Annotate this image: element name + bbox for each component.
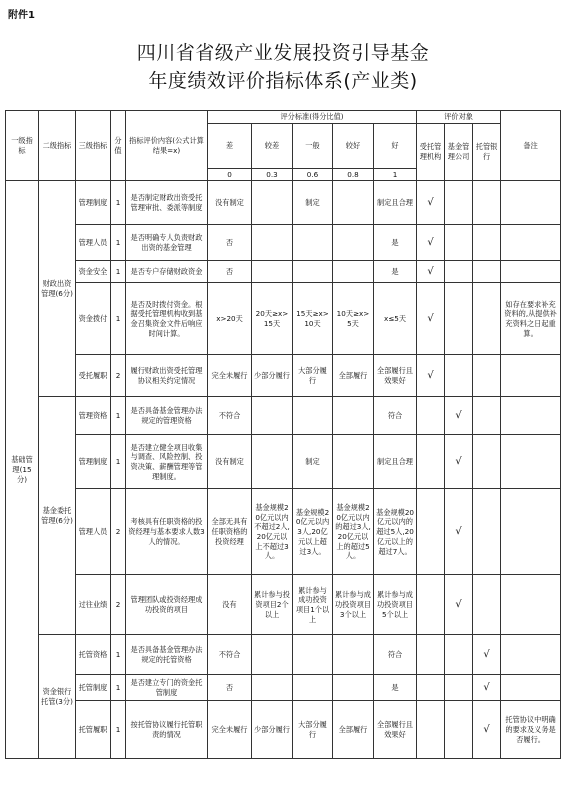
target-cell	[473, 355, 501, 397]
table-row	[6, 181, 561, 225]
target-cell	[473, 675, 501, 701]
grade-cell: 全部履行且效果好	[374, 701, 417, 759]
grade-cell	[252, 225, 293, 261]
grade-cell: 否	[208, 675, 252, 701]
target-cell	[473, 225, 501, 261]
grade-cell: 制定且合理	[374, 435, 417, 489]
target-cell	[417, 575, 445, 635]
header-grade-value: 0.3	[252, 168, 293, 181]
target-cell	[417, 397, 445, 435]
grade-cell: 完全未履行	[208, 701, 252, 759]
title-line-2: 年度绩效评价指标体系(产业类)	[148, 70, 418, 92]
table-row	[6, 225, 561, 261]
header-grade: 好	[374, 123, 417, 168]
content-cell: 是否建立专门的资金托管制度	[126, 675, 208, 701]
header-grade-value: 1	[374, 168, 417, 181]
header-target: 托管银行	[473, 123, 501, 181]
header-grade-value: 0.6	[293, 168, 333, 181]
header-level3: 三级指标	[76, 111, 111, 181]
header-grade: 较差	[252, 123, 293, 168]
check-mark: √	[455, 455, 462, 467]
header-grade: 差	[208, 123, 252, 168]
target-cell	[417, 355, 445, 397]
score-cell: 1	[111, 397, 126, 435]
remark-cell	[501, 355, 561, 397]
grade-cell: 符合	[374, 635, 417, 675]
grade-cell	[293, 397, 333, 435]
table-row	[6, 489, 561, 575]
check-mark: √	[483, 681, 490, 693]
header-grade-value: 0	[208, 168, 252, 181]
target-cell	[473, 397, 501, 435]
remark-cell	[501, 489, 561, 575]
grade-cell: 基金规模20亿元以内的超过3人,20亿元以上的超过5人。	[333, 489, 374, 575]
grade-cell: 不符合	[208, 635, 252, 675]
title-line-1: 四川省省级产业发展投资引导基金	[136, 42, 430, 64]
check-mark: √	[427, 369, 434, 381]
grade-cell: 完全未履行	[208, 355, 252, 397]
level3-cell: 管理制度	[76, 181, 111, 225]
level3-cell: 托管制度	[76, 675, 111, 701]
target-cell	[445, 435, 473, 489]
grade-cell: 制定且合理	[374, 181, 417, 225]
grade-cell	[333, 635, 374, 675]
target-cell	[445, 397, 473, 435]
grade-cell	[252, 181, 293, 225]
content-cell: 是否明确专人负责财政出资的基金管理	[126, 225, 208, 261]
grade-cell: 大部分履行	[293, 355, 333, 397]
target-cell	[473, 261, 501, 283]
check-mark: √	[455, 598, 462, 610]
grade-cell: 少部分履行	[252, 355, 293, 397]
table-row	[6, 397, 561, 435]
content-cell: 是否建立健全项目收集与调查、风险控制、投资决策、薪酬管理等管理制度。	[126, 435, 208, 489]
grade-cell: 累计参与成功投资项目1个以上	[293, 575, 333, 635]
target-cell	[417, 283, 445, 355]
score-cell: 2	[111, 575, 126, 635]
level3-cell: 管理制度	[76, 435, 111, 489]
level3-cell: 资金拨付	[76, 283, 111, 355]
grade-cell: 没有	[208, 575, 252, 635]
score-cell: 1	[111, 435, 126, 489]
remark-cell	[501, 435, 561, 489]
score-cell: 1	[111, 701, 126, 759]
table-row	[6, 435, 561, 489]
target-cell	[417, 435, 445, 489]
content-cell: 是否专户存储财政资金	[126, 261, 208, 283]
header-target: 受托管理机构	[417, 123, 445, 181]
target-cell	[473, 575, 501, 635]
target-cell	[445, 225, 473, 261]
header-standard-group: 评分标准(得分比值)	[208, 111, 417, 124]
content-cell: 是否制定财政出资受托管理审批、委派等制度	[126, 181, 208, 225]
remark-cell: 托管协议中明确的要求及义务是否履行。	[501, 701, 561, 759]
grade-cell	[333, 435, 374, 489]
target-cell	[417, 489, 445, 575]
level3-cell: 资金安全	[76, 261, 111, 283]
content-cell: 按托管协议履行托管职责的情况	[126, 701, 208, 759]
header-content: 指标评价内容(公式计算结果=x)	[126, 111, 208, 181]
target-cell	[445, 675, 473, 701]
score-cell: 1	[111, 675, 126, 701]
table-row	[6, 261, 561, 283]
header-level2: 二级指标	[39, 111, 76, 181]
grade-cell: 20天≥x>15天	[252, 283, 293, 355]
content-cell: 是否具备基金管理办法规定的管理资格	[126, 397, 208, 435]
grade-cell: 15天≥x>10天	[293, 283, 333, 355]
target-cell	[473, 435, 501, 489]
remark-cell: 如存在要求补充资料的,从提供补充资料之日起重算。	[501, 283, 561, 355]
header-level1: 一级指标	[6, 111, 39, 181]
grade-cell: 全部履行	[333, 701, 374, 759]
table-row	[6, 575, 561, 635]
content-cell: 履行财政出资受托管理协议相关约定情况	[126, 355, 208, 397]
table-row	[6, 355, 561, 397]
target-cell	[445, 355, 473, 397]
level2-cell: 财政出资管理(6分)	[39, 181, 76, 397]
grade-cell	[252, 261, 293, 283]
check-mark: √	[455, 525, 462, 537]
score-cell: 2	[111, 355, 126, 397]
target-cell	[445, 283, 473, 355]
remark-cell	[501, 675, 561, 701]
table-row	[6, 701, 561, 759]
header-target: 基金管理公司	[445, 123, 473, 181]
remark-cell	[501, 225, 561, 261]
grade-cell: 全部履行	[333, 355, 374, 397]
table-row	[6, 283, 561, 355]
target-cell	[473, 489, 501, 575]
level3-cell: 管理资格	[76, 397, 111, 435]
grade-cell: 是	[374, 261, 417, 283]
score-cell: 2	[111, 489, 126, 575]
grade-cell	[333, 181, 374, 225]
target-cell	[417, 261, 445, 283]
remark-cell	[501, 181, 561, 225]
grade-cell	[252, 635, 293, 675]
check-mark: √	[483, 723, 490, 735]
table-row	[6, 675, 561, 701]
score-cell: 1	[111, 283, 126, 355]
score-cell: 1	[111, 225, 126, 261]
indicator-table	[5, 110, 561, 759]
level3-cell: 托管履职	[76, 701, 111, 759]
header-grade-value: 0.8	[333, 168, 374, 181]
grade-cell: x≤5天	[374, 283, 417, 355]
grade-cell	[333, 397, 374, 435]
level3-cell: 受托履职	[76, 355, 111, 397]
header-target-group: 评价对象	[417, 111, 501, 124]
grade-cell	[252, 397, 293, 435]
grade-cell: 否	[208, 225, 252, 261]
target-cell	[417, 181, 445, 225]
grade-cell	[252, 675, 293, 701]
grade-cell: 累计参与成功投资项目5个以上	[374, 575, 417, 635]
grade-cell: 10天≥x>5天	[333, 283, 374, 355]
header-score: 分值	[111, 111, 126, 181]
grade-cell: 是	[374, 675, 417, 701]
target-cell	[417, 635, 445, 675]
check-mark: √	[455, 409, 462, 421]
grade-cell: 没有制定	[208, 181, 252, 225]
grade-cell: 基金规模20亿元以内不超过2人,20亿元以上不超过3人。	[252, 489, 293, 575]
grade-cell: 制定	[293, 435, 333, 489]
target-cell	[473, 635, 501, 675]
grade-cell	[293, 261, 333, 283]
level3-cell: 管理人员	[76, 225, 111, 261]
grade-cell: 不符合	[208, 397, 252, 435]
grade-cell: 基金规模20亿元以内的超过5人,20亿元以上的超过7人。	[374, 489, 417, 575]
level3-cell: 过往业绩	[76, 575, 111, 635]
header-remark: 备注	[501, 111, 561, 181]
score-cell: 1	[111, 635, 126, 675]
target-cell	[445, 181, 473, 225]
grade-cell	[333, 225, 374, 261]
grade-cell: 是	[374, 225, 417, 261]
target-cell	[445, 701, 473, 759]
score-cell: 1	[111, 261, 126, 283]
target-cell	[417, 675, 445, 701]
grade-cell: 基金规模20亿元以内3人,20亿元以上超过3人。	[293, 489, 333, 575]
level3-cell: 管理人员	[76, 489, 111, 575]
grade-cell: 否	[208, 261, 252, 283]
content-cell: 是否及时拨付资金。根据受托管理机构收到基金召集资金文件后响应时间计算。	[126, 283, 208, 355]
target-cell	[445, 635, 473, 675]
level1-cell: 基础管理(15分)	[6, 181, 39, 759]
grade-cell	[252, 435, 293, 489]
level3-cell: 托管资格	[76, 635, 111, 675]
check-mark: √	[427, 265, 434, 277]
header-grade: 一般	[293, 123, 333, 168]
grade-cell	[333, 675, 374, 701]
attachment-label: 附件1	[8, 10, 35, 21]
grade-cell: 累计参与投资项目2个以上	[252, 575, 293, 635]
grade-cell: 大部分履行	[293, 701, 333, 759]
grade-cell: 全部无具有任职资格的投资经理	[208, 489, 252, 575]
target-cell	[445, 575, 473, 635]
table-body	[6, 181, 561, 759]
check-mark: √	[483, 648, 490, 660]
grade-cell: 符合	[374, 397, 417, 435]
check-mark: √	[427, 196, 434, 208]
grade-cell: 少部分履行	[252, 701, 293, 759]
grade-cell	[293, 635, 333, 675]
target-cell	[445, 489, 473, 575]
check-mark: √	[427, 236, 434, 248]
check-mark: √	[427, 312, 434, 324]
grade-cell	[333, 261, 374, 283]
grade-cell	[293, 675, 333, 701]
target-cell	[473, 181, 501, 225]
target-cell	[417, 701, 445, 759]
grade-cell: 累计参与成功投资项目3个以上	[333, 575, 374, 635]
grade-cell	[293, 225, 333, 261]
content-cell: 管理团队或投资经理成功投资的项目	[126, 575, 208, 635]
remark-cell	[501, 575, 561, 635]
content-cell: 考核具有任职资格的投资经理与基本要求人数3人的情况。	[126, 489, 208, 575]
target-cell	[417, 225, 445, 261]
remark-cell	[501, 635, 561, 675]
content-cell: 是否具备基金管理办法规定的托管资格	[126, 635, 208, 675]
header-grade: 较好	[333, 123, 374, 168]
grade-cell: 制定	[293, 181, 333, 225]
target-cell	[445, 261, 473, 283]
grade-cell: 全部履行且效果好	[374, 355, 417, 397]
level2-cell: 基金委托管理(6分)	[39, 397, 76, 635]
remark-cell	[501, 397, 561, 435]
remark-cell	[501, 261, 561, 283]
target-cell	[473, 701, 501, 759]
grade-cell: 没有制定	[208, 435, 252, 489]
grade-cell: x>20天	[208, 283, 252, 355]
score-cell: 1	[111, 181, 126, 225]
target-cell	[473, 283, 501, 355]
table-row	[6, 635, 561, 675]
level2-cell: 资金银行托管(3分)	[39, 635, 76, 759]
